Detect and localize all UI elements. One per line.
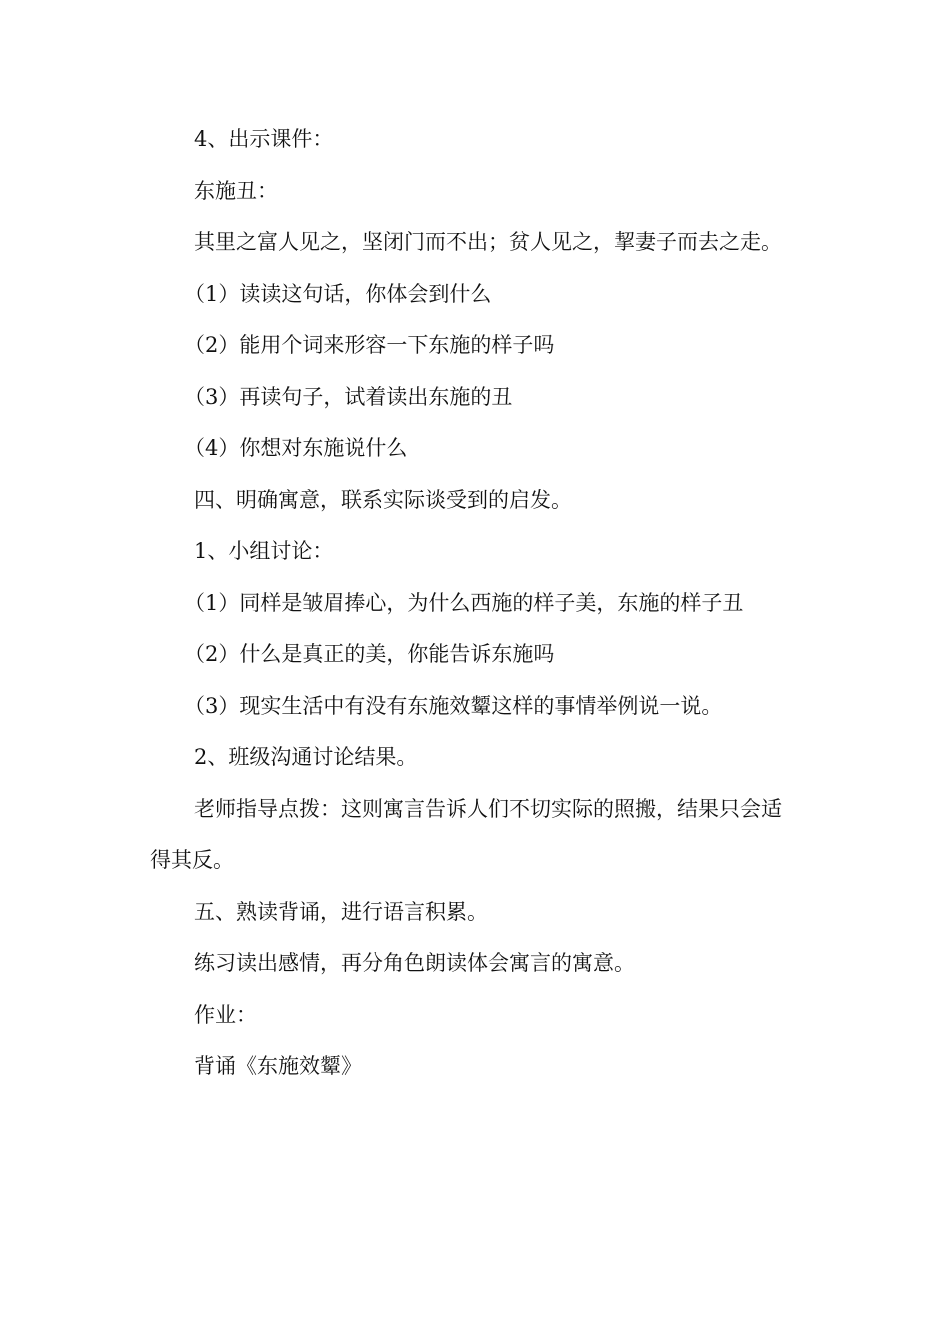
document-body bbox=[150, 114, 800, 1093]
paragraph-discussion-3: （3）现实生活中有没有东施效颦这样的事情举例说一说。 bbox=[184, 693, 723, 718]
paragraph-class-communication: 2、班级沟通讨论结果。 bbox=[194, 745, 418, 769]
paragraph-quote: 其里之富人见之，坚闭门而不出；贫人见之，挈妻子而去之走。 bbox=[194, 230, 782, 254]
paragraph-dongshi-ugly: 东施丑： bbox=[194, 178, 278, 203]
paragraph-question-1: （1）读读这句话，你体会到什么 bbox=[184, 281, 492, 306]
paragraph-question-4: （4）你想对东施说什么 bbox=[184, 436, 408, 460]
paragraph-discussion-2: （2）什么是真正的美，你能告诉东施吗 bbox=[184, 642, 555, 666]
paragraph-homework-label: 作业： bbox=[194, 1002, 257, 1027]
paragraph-homework-task: 背诵《东施效颦》 bbox=[194, 1054, 362, 1078]
paragraph-question-3: （3）再读句子，试着读出东施的丑 bbox=[184, 384, 513, 409]
paragraph-section-4: 四、明确寓意，联系实际谈受到的启发。 bbox=[194, 487, 572, 512]
paragraph-question-2: （2）能用个词来形容一下东施的样子吗 bbox=[184, 333, 555, 357]
paragraph-section-5: 五、熟读背诵，进行语言积累。 bbox=[194, 899, 488, 924]
paragraph-practice-reading: 练习读出感情，再分角色朗读体会寓言的寓意。 bbox=[194, 951, 635, 975]
paragraph-step-4: 4、出示课件： bbox=[194, 127, 334, 151]
paragraph-group-discussion: 1、小组讨论： bbox=[194, 539, 334, 563]
paragraph-teacher-guidance: 老师指导点拨：这则寓言告诉人们不切实际的照搬，结果只会适得其反。 bbox=[150, 796, 782, 872]
paragraph-discussion-1: （1）同样是皱眉捧心，为什么西施的样子美，东施的样子丑 bbox=[184, 590, 744, 615]
